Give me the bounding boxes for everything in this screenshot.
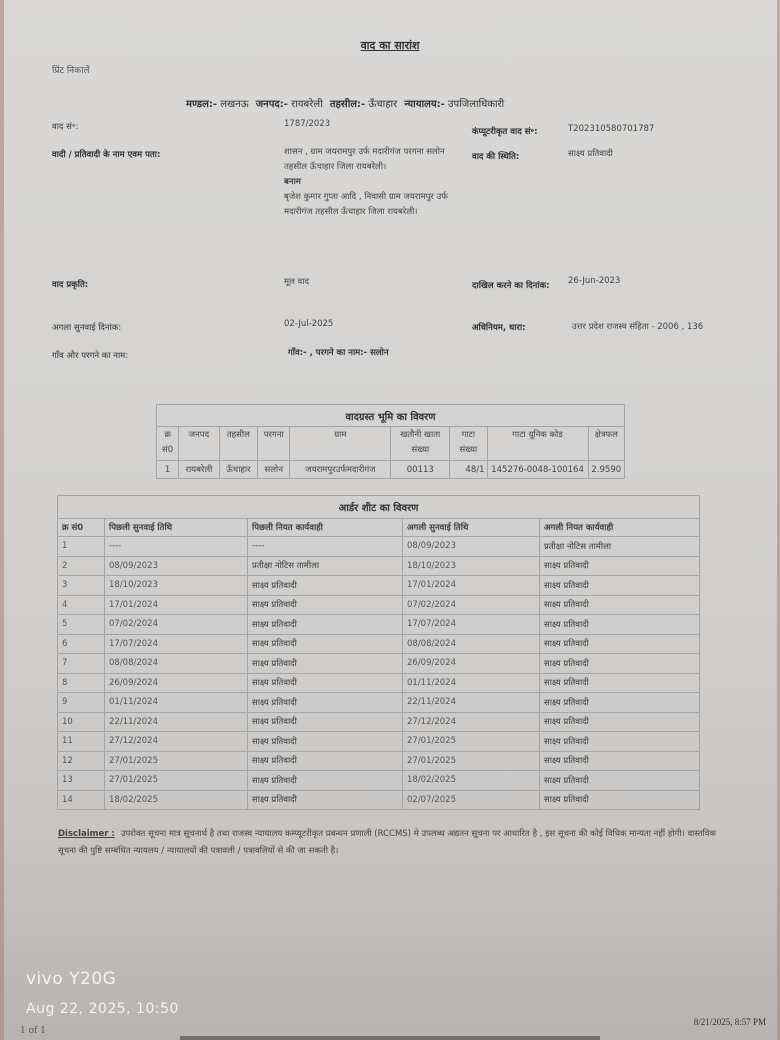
mandal-label: मण्डल:- [186, 99, 218, 110]
land-header-khata: खतौनी खाता संख्या [391, 427, 450, 461]
next-hearing-label: अगला सुनवाई दिनांक: [52, 323, 122, 333]
table-row [157, 461, 625, 479]
order-header-prev-action: पिछली नियत कार्यवाही [248, 519, 403, 537]
table-row [58, 790, 700, 810]
photo-shadow [180, 1036, 600, 1040]
land-header-serial: क्र सं0 [157, 427, 179, 461]
disclaimer-text: उपरोक्त सूचना मात्र सूचनार्थ है तथा राजस्व न्यायालय कम्प्यूटरीकृत प्रबन्धन प्रणाली (RCCMS) मे उपलब्ध अद्यतन सूचना पर आधारित है , इस सूचना की कोई विधिक मान्यता नहीं होगी। वास्तविक सूचना की पुष्टि सम्बंधित न्यायलय / न्यायालयों की पत्रावली / पत्रावलियों से की जा सकती है। [58, 829, 716, 856]
order-cell: 10 [58, 712, 105, 732]
order-cell: साक्ष्य प्रतिवादी [248, 654, 403, 674]
order-cell: साक्ष्य प्रतिवादी [248, 790, 403, 810]
order-cell: 7 [58, 654, 105, 674]
order-cell: साक्ष्य प्रतिवादी [248, 732, 403, 752]
order-cell: साक्ष्य प्रतिवादी [248, 615, 403, 635]
order-cell: 18/10/2023 [105, 576, 248, 596]
camera-timestamp-watermark: Aug 22, 2025, 10:50 [26, 1001, 179, 1017]
land-cell: 00113 [391, 461, 450, 479]
land-cell: 145276-0048-100164 [487, 461, 588, 479]
print-link[interactable]: प्रिंट निकालें [52, 66, 90, 76]
paper-edge-left [0, 0, 4, 1040]
table-row [58, 673, 700, 693]
table-row [58, 693, 700, 713]
page-count: 1 of 1 [20, 1026, 46, 1036]
case-no-value: 1787/2023 [284, 119, 331, 129]
order-cell: 26/09/2024 [403, 654, 540, 674]
order-cell: साक्ष्य प्रतिवादी [540, 712, 700, 732]
table-row [58, 771, 700, 791]
parties-value [284, 145, 462, 220]
order-cell: 4 [58, 595, 105, 615]
order-cell: साक्ष्य प्रतिवादी [540, 615, 700, 635]
order-cell: 08/08/2024 [105, 654, 248, 674]
land-cell: जयरामपुरउर्फमदारीगंज [290, 461, 391, 479]
table-row [58, 537, 700, 557]
order-cell: 13 [58, 771, 105, 791]
order-cell: 14 [58, 790, 105, 810]
parties-label: वादी / प्रतिवादी के नाम एवम पता: [52, 150, 161, 160]
order-cell: साक्ष्य प्रतिवादी [540, 673, 700, 693]
order-cell: 17/01/2024 [105, 595, 248, 615]
filing-date-label: दाखिल करने का दिनांक: [472, 281, 550, 291]
land-details-table [156, 404, 625, 479]
table-row [58, 732, 700, 752]
court-value: उपजिलाधिकारी [448, 99, 505, 110]
land-cell: 2.9590 [588, 461, 624, 479]
land-header-janpad: जनपद [179, 427, 219, 461]
land-header-pargana: परगना [258, 427, 290, 461]
order-cell: साक्ष्य प्रतिवादी [540, 790, 700, 810]
order-cell: 1 [58, 537, 105, 557]
order-cell: 9 [58, 693, 105, 713]
order-cell: साक्ष्य प्रतिवादी [248, 751, 403, 771]
land-cell: 1 [157, 461, 179, 479]
page-title: वाद का सारांश [360, 39, 420, 52]
order-cell: 01/11/2024 [403, 673, 540, 693]
order-cell: साक्ष्य प्रतिवादी [540, 634, 700, 654]
order-cell: 18/02/2025 [403, 771, 540, 791]
order-cell: 17/01/2024 [403, 576, 540, 596]
table-row [58, 712, 700, 732]
order-cell: 11 [58, 732, 105, 752]
nature-value: मूल वाद [284, 277, 309, 287]
computer-case-no-value: T202310580701787 [568, 124, 655, 134]
order-cell: 17/07/2024 [403, 615, 540, 635]
print-timestamp: 8/21/2025, 8:57 PM [693, 1017, 766, 1027]
order-table-header [58, 519, 700, 537]
order-cell: 08/09/2023 [105, 556, 248, 576]
order-cell: साक्ष्य प्रतिवादी [248, 771, 403, 791]
order-cell: 27/01/2025 [105, 751, 248, 771]
order-cell: 12 [58, 751, 105, 771]
janpad-label: जनपद:- [255, 99, 288, 110]
order-cell: 02/07/2025 [403, 790, 540, 810]
nature-label: वाद प्रकृति: [52, 280, 89, 290]
order-cell: 27/01/2025 [105, 771, 248, 791]
order-cell: 08/09/2023 [403, 537, 540, 557]
next-hearing-value: 02-Jul-2025 [284, 319, 334, 329]
table-row [58, 751, 700, 771]
order-cell: 07/02/2024 [105, 615, 248, 635]
order-cell: 2 [58, 556, 105, 576]
order-header-prev-date: पिछली सुनवाई तिथि [105, 519, 248, 537]
order-cell: साक्ष्य प्रतिवादी [540, 595, 700, 615]
order-cell: 27/01/2025 [403, 751, 540, 771]
land-header-area: क्षेत्रफल [588, 427, 624, 461]
table-row [58, 654, 700, 674]
mandal-value: लखनऊ [220, 99, 249, 110]
order-cell: साक्ष्य प्रतिवादी [540, 732, 700, 752]
janpad-value: रायबरेली [291, 99, 323, 110]
land-cell: रायबरेली [179, 461, 219, 479]
order-cell: साक्ष्य प्रतिवादी [540, 556, 700, 576]
order-cell: साक्ष्य प्रतिवादी [248, 693, 403, 713]
order-cell: 27/12/2024 [403, 712, 540, 732]
land-table-header [157, 427, 625, 461]
tehsil-label: तहसील:- [329, 99, 366, 110]
disclaimer-label: Disclaimer : [58, 829, 115, 839]
status-label: वाद की स्थिति: [472, 152, 520, 162]
order-sheet-table [57, 495, 700, 810]
order-cell: साक्ष्य प्रतिवादी [540, 751, 700, 771]
computer-case-no-label: कंप्यूटरीकृत वाद सं॰: [472, 127, 538, 137]
order-cell: साक्ष्य प्रतिवादी [540, 771, 700, 791]
order-cell: 08/08/2024 [403, 634, 540, 654]
order-cell: प्रतीक्षा नोटिस तामीला [540, 537, 700, 557]
land-cell: 48/1 [450, 461, 487, 479]
order-table-caption: आर्डर शीट का विवरण [58, 496, 700, 519]
order-cell: 26/09/2024 [105, 673, 248, 693]
plaintiff-text: शासन , ग्राम जयरामपुर उर्फ मदारीगंज परगना सलोन तहसील ऊँचाहार जिला रायबरेली। [284, 147, 445, 172]
order-table-body [58, 537, 700, 810]
order-header-next-action: अगली नियत कार्यवाही [540, 519, 700, 537]
order-cell: साक्ष्य प्रतिवादी [248, 673, 403, 693]
court-label: न्यायालय:- [404, 99, 445, 110]
order-cell: साक्ष्य प्रतिवादी [248, 712, 403, 732]
order-cell: 17/07/2024 [105, 634, 248, 654]
order-header-serial: क्र सं0 [58, 519, 105, 537]
order-cell: 8 [58, 673, 105, 693]
order-cell: साक्ष्य प्रतिवादी [248, 595, 403, 615]
order-cell: 07/02/2024 [403, 595, 540, 615]
table-row [58, 556, 700, 576]
order-cell: 27/12/2024 [105, 732, 248, 752]
act-label: अधिनियम, धारा: [472, 323, 526, 333]
order-cell: ---- [105, 537, 248, 557]
table-row [58, 595, 700, 615]
order-cell: 3 [58, 576, 105, 596]
camera-model-watermark: vivo Y20G [26, 969, 117, 989]
tehsil-value: ऊँचाहार [368, 99, 398, 110]
order-cell: 01/11/2024 [105, 693, 248, 713]
table-row [58, 615, 700, 635]
order-cell: 5 [58, 615, 105, 635]
location-line [186, 96, 508, 110]
order-cell: 18/10/2023 [403, 556, 540, 576]
order-cell: 6 [58, 634, 105, 654]
order-header-next-date: अगली सुनवाई तिथि [403, 519, 540, 537]
table-row [58, 576, 700, 596]
disclaimer [58, 826, 723, 860]
versus-text: बनाम [284, 177, 301, 187]
village-label: गाँव और परगने का नाम: [52, 351, 129, 361]
order-cell: 22/11/2024 [403, 693, 540, 713]
defendant-text: बृजेश कुमार गुप्ता आदि , निवासी ग्राम जयरामपुर उर्फ मदारीगंज तहसील ऊँचाहार जिला रायबरेली। [284, 192, 448, 217]
case-no-label: वाद सं॰: [52, 122, 79, 132]
land-header-village: ग्राम [290, 427, 391, 461]
land-header-gata: गाटा संख्या [450, 427, 487, 461]
status-value: साक्ष्य प्रतिवादी [568, 149, 613, 159]
filing-date-value: 26-Jun-2023 [568, 276, 621, 286]
village-value: गाँव:- , परगने का नाम:- सलोन [288, 348, 389, 358]
land-header-tehsil: तहसील [219, 427, 257, 461]
order-cell: साक्ष्य प्रतिवादी [540, 576, 700, 596]
land-table-caption: वादग्रस्त भूमि का विवरण [157, 405, 625, 427]
order-cell: ---- [248, 537, 403, 557]
order-cell: साक्ष्य प्रतिवादी [248, 576, 403, 596]
order-cell: प्रतीक्षा नोटिस तामीला [248, 556, 403, 576]
act-value: उत्तर प्रदेश राजस्व संहिता - 2006 , 136 [572, 322, 704, 332]
order-cell: साक्ष्य प्रतिवादी [248, 634, 403, 654]
order-cell: 27/01/2025 [403, 732, 540, 752]
order-cell: 18/02/2025 [105, 790, 248, 810]
land-header-unique-code: गाटा यूनिक कोड [487, 427, 588, 461]
land-cell: ऊँचाहार [219, 461, 257, 479]
order-cell: साक्ष्य प्रतिवादी [540, 654, 700, 674]
table-row [58, 634, 700, 654]
order-cell: 22/11/2024 [105, 712, 248, 732]
land-cell: सलोन [258, 461, 290, 479]
order-cell: साक्ष्य प्रतिवादी [540, 693, 700, 713]
